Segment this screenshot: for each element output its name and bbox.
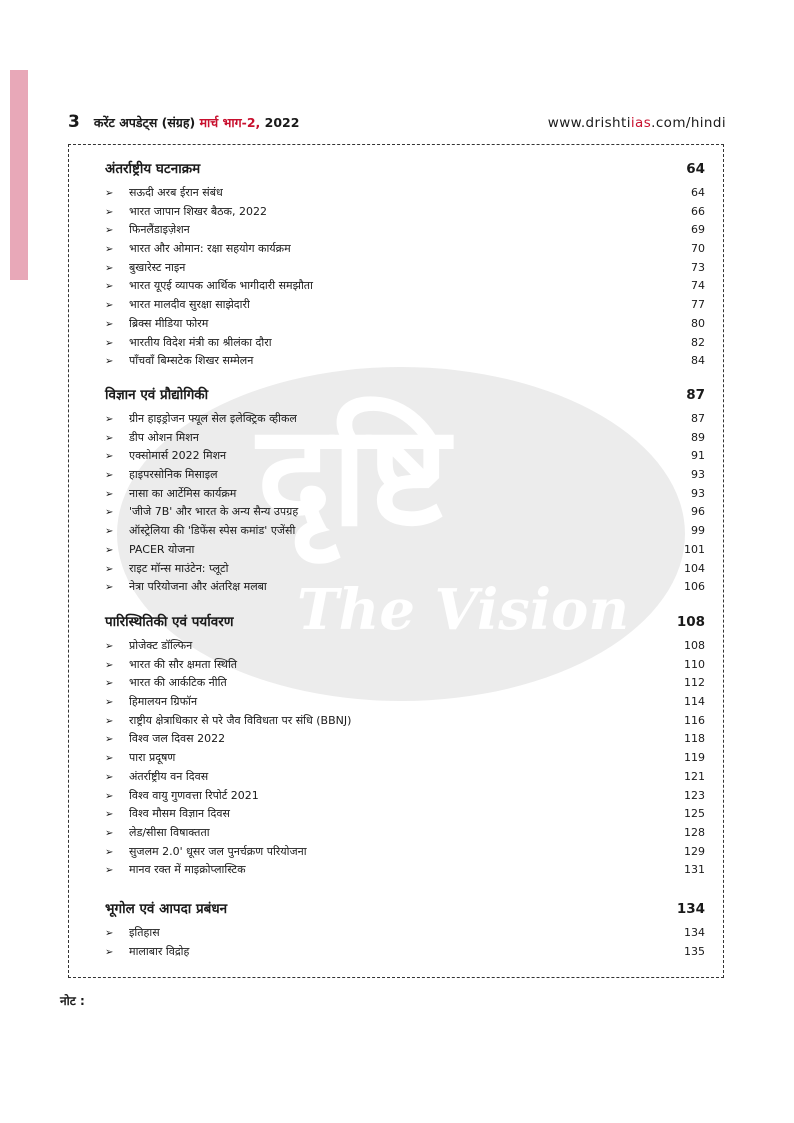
toc-section <box>105 899 705 962</box>
toc-item[interactable] <box>105 523 705 542</box>
toc-item-page: 131 <box>684 863 705 877</box>
toc-item-page: 118 <box>684 732 705 746</box>
arrow-bullet-icon: ➢ <box>105 734 114 746</box>
section-heading[interactable] <box>105 899 705 925</box>
toc-item-page: 80 <box>691 316 705 330</box>
toc-item-title: ऑस्ट्रेलिया की 'डिफेंस स्पेस कमांड' एजेंसी <box>129 524 296 538</box>
toc-item-page: 129 <box>684 844 705 858</box>
arrow-bullet-icon: ➢ <box>105 526 114 538</box>
toc-item[interactable] <box>105 713 705 732</box>
arrow-bullet-icon: ➢ <box>105 946 114 958</box>
section-page: 87 <box>686 387 705 403</box>
toc-item-page: 84 <box>691 354 705 368</box>
toc-item-title: नासा का आर्टेमिस कार्यक्रम <box>129 486 237 500</box>
arrow-bullet-icon: ➢ <box>105 262 114 274</box>
toc-item[interactable] <box>105 694 705 713</box>
toc-item-title: हाइपरसोनिक मिसाइल <box>129 468 218 482</box>
title-highlight: मार्च भाग-2, <box>199 115 261 130</box>
publication-title <box>94 114 300 131</box>
toc-item-page: 116 <box>684 713 705 727</box>
toc-item-page: 91 <box>691 449 705 463</box>
toc-item-page: 64 <box>691 186 705 199</box>
toc-item-title: ग्रीन हाइड्रोजन फ्यूल सेल इलेक्ट्रिक व्हीकल <box>129 412 297 425</box>
toc-item[interactable] <box>105 185 705 204</box>
toc-item-title: भारतीय विदेश मंत्री का श्रीलंका दौरा <box>129 335 272 349</box>
toc-item[interactable] <box>105 204 705 223</box>
toc-item-title: भारत जापान शिखर बैठक, 2022 <box>129 204 267 218</box>
toc-item[interactable] <box>105 638 705 657</box>
arrow-bullet-icon: ➢ <box>105 206 114 218</box>
toc-item-title: विश्व मौसम विज्ञान दिवस <box>129 807 230 821</box>
toc-item[interactable] <box>105 222 705 241</box>
arrow-bullet-icon: ➢ <box>105 865 114 877</box>
note-label: नोट : <box>60 994 85 1008</box>
arrow-bullet-icon: ➢ <box>105 356 114 368</box>
section-page: 108 <box>676 614 705 630</box>
toc-item[interactable] <box>105 430 705 449</box>
toc-item[interactable] <box>105 657 705 676</box>
toc-item-page: 135 <box>684 944 705 958</box>
toc-section <box>105 612 705 881</box>
website-prefix: www.drishti <box>547 115 631 131</box>
toc-item[interactable] <box>105 769 705 788</box>
toc-item[interactable] <box>105 788 705 807</box>
section-title: अंतर्राष्ट्रीय घटनाक्रम <box>105 161 201 177</box>
arrow-bullet-icon: ➢ <box>105 451 114 463</box>
section-heading[interactable] <box>105 385 705 411</box>
arrow-bullet-icon: ➢ <box>105 300 114 312</box>
toc-item-page: 77 <box>691 298 705 312</box>
toc-item[interactable] <box>105 944 705 963</box>
toc-item-title: भारत और ओमान: रक्षा सहयोग कार्यक्रम <box>129 242 291 256</box>
toc-item-title: भारत यूएई व्यापक आर्थिक भागीदारी समझौता <box>129 279 313 293</box>
toc-item[interactable] <box>105 260 705 279</box>
section-page: 64 <box>686 161 705 177</box>
toc-item[interactable] <box>105 844 705 863</box>
toc-item-page: 110 <box>684 657 705 671</box>
toc-item[interactable] <box>105 486 705 505</box>
toc-item-title: प्रोजेक्ट डॉल्फिन <box>129 639 193 652</box>
toc-item-page: 96 <box>691 505 705 519</box>
toc-item[interactable] <box>105 579 705 598</box>
arrow-bullet-icon: ➢ <box>105 188 114 199</box>
toc-item-title: डीप ओशन मिशन <box>129 430 199 444</box>
toc-item[interactable] <box>105 241 705 260</box>
arrow-bullet-icon: ➢ <box>105 771 114 783</box>
toc-item[interactable] <box>105 750 705 769</box>
toc-item-page: 73 <box>691 260 705 274</box>
toc-item-page: 89 <box>691 430 705 444</box>
toc-item-page: 134 <box>684 926 705 939</box>
toc-item-page: 119 <box>684 751 705 765</box>
page-number: 3 <box>68 112 80 132</box>
toc-item-title: इतिहास <box>129 926 160 939</box>
arrow-bullet-icon: ➢ <box>105 790 114 802</box>
title-year: 2022 <box>264 115 300 130</box>
website-url[interactable] <box>548 115 726 131</box>
toc-item[interactable] <box>105 925 705 944</box>
toc-item-title: राइट मॉन्स माउंटेन: प्लूटो <box>129 561 229 575</box>
arrow-bullet-icon: ➢ <box>105 809 114 821</box>
arrow-bullet-icon: ➢ <box>105 414 114 425</box>
toc-item-page: 128 <box>684 825 705 839</box>
website-suffix: .com/hindi <box>651 115 726 131</box>
website-highlight: ias <box>630 115 652 131</box>
toc-item-page: 101 <box>684 542 705 556</box>
toc-item-title: हिमालयन ग्रिफॉन <box>129 695 198 709</box>
toc-item-title: सऊदी अरब ईरान संबंध <box>129 186 223 199</box>
toc-item[interactable] <box>105 448 705 467</box>
toc-item[interactable] <box>105 542 705 561</box>
toc-item-page: 87 <box>691 412 705 425</box>
toc-item-title: नेत्रा परियोजना और अंतरिक्ष मलबा <box>129 580 267 594</box>
arrow-bullet-icon: ➢ <box>105 715 114 727</box>
arrow-bullet-icon: ➢ <box>105 337 114 349</box>
toc-item[interactable] <box>105 862 705 881</box>
arrow-bullet-icon: ➢ <box>105 678 114 690</box>
toc-item[interactable] <box>105 467 705 486</box>
section-title: पारिस्थितिकी एवं पर्यावरण <box>105 614 234 630</box>
arrow-bullet-icon: ➢ <box>105 753 114 765</box>
arrow-bullet-icon: ➢ <box>105 281 114 293</box>
toc-item[interactable] <box>105 316 705 335</box>
toc-item-page: 121 <box>684 769 705 783</box>
arrow-bullet-icon: ➢ <box>105 846 114 858</box>
toc-item-page: 108 <box>684 639 705 652</box>
page-header <box>68 112 726 134</box>
section-page: 134 <box>676 901 705 917</box>
toc-item[interactable] <box>105 278 705 297</box>
arrow-bullet-icon: ➢ <box>105 507 114 519</box>
toc-item-page: 112 <box>684 676 705 690</box>
toc-item[interactable] <box>105 353 705 372</box>
arrow-bullet-icon: ➢ <box>105 544 114 556</box>
toc-item[interactable] <box>105 825 705 844</box>
toc-item[interactable] <box>105 561 705 580</box>
section-title: भूगोल एवं आपदा प्रबंधन <box>105 901 228 917</box>
title-prefix: करेंट अपडेट्स (संग्रह) <box>93 115 196 130</box>
watermark-devanagari: दृष्टि <box>257 395 450 558</box>
toc-item-page: 125 <box>684 807 705 821</box>
arrow-bullet-icon: ➢ <box>105 225 114 237</box>
toc-item-page: 106 <box>684 580 705 594</box>
toc-item-page: 69 <box>691 223 705 237</box>
arrow-bullet-icon: ➢ <box>105 582 114 594</box>
toc-item[interactable] <box>105 731 705 750</box>
toc-item-title: मालाबार विद्रोह <box>129 944 190 958</box>
toc-section <box>105 159 705 372</box>
toc-item-page: 93 <box>691 468 705 482</box>
toc-item[interactable] <box>105 806 705 825</box>
arrow-bullet-icon: ➢ <box>105 470 114 482</box>
section-heading[interactable] <box>105 612 705 638</box>
toc-item-title: राष्ट्रीय क्षेत्राधिकार से परे जैव विविधता पर संधि (BBNJ) <box>129 713 352 727</box>
arrow-bullet-icon: ➢ <box>105 928 114 939</box>
toc-item-page: 93 <box>691 486 705 500</box>
toc-item-title: अंतर्राष्ट्रीय वन दिवस <box>129 769 209 783</box>
toc-item-page: 99 <box>691 524 705 538</box>
toc-item-page: 82 <box>691 335 705 349</box>
header-left <box>68 112 299 132</box>
toc-item-page: 123 <box>684 788 705 802</box>
toc-item-title: भारत की सौर क्षमता स्थिति <box>129 657 238 671</box>
toc-item[interactable] <box>105 297 705 316</box>
arrow-bullet-icon: ➢ <box>105 488 114 500</box>
toc-item-title: लेड/सीसा विषाक्तता <box>129 825 210 839</box>
arrow-bullet-icon: ➢ <box>105 827 114 839</box>
toc-item-title: भारत मालदीव सुरक्षा साझेदारी <box>129 298 250 312</box>
arrow-bullet-icon: ➢ <box>105 563 114 575</box>
watermark-text: The Vision <box>297 577 630 643</box>
table-of-contents <box>68 144 724 978</box>
toc-item-page: 74 <box>691 279 705 293</box>
arrow-bullet-icon: ➢ <box>105 432 114 444</box>
toc-item-title: पारा प्रदूषण <box>129 751 176 765</box>
arrow-bullet-icon: ➢ <box>105 641 114 652</box>
toc-item-title: सुजलम 2.0' धूसर जल पुनर्चक्रण परियोजना <box>129 844 307 858</box>
section-heading[interactable] <box>105 159 705 185</box>
toc-item-title: भारत की आर्कटिक नीति <box>129 676 227 690</box>
toc-section <box>105 385 705 598</box>
toc-item-page: 66 <box>691 204 705 218</box>
toc-item-title: 'जीजे 7B' और भारत के अन्य सैन्य उपग्रह <box>129 505 299 519</box>
toc-item-title: मानव रक्त में माइक्रोप्लास्टिक <box>129 863 246 877</box>
toc-item-page: 70 <box>691 242 705 256</box>
toc-item-title: फिनलैंडाइज़ेशन <box>129 223 190 237</box>
arrow-bullet-icon: ➢ <box>105 318 114 330</box>
toc-item-title: पाँचवाँ बिम्सटेक शिखर सम्मेलन <box>129 354 254 368</box>
arrow-bullet-icon: ➢ <box>105 244 114 256</box>
toc-item-title: विश्व जल दिवस 2022 <box>129 732 226 746</box>
toc-item-title: ब्रिक्स मीडिया फोरम <box>129 316 209 330</box>
toc-item-title: विश्व वायु गुणवत्ता रिपोर्ट 2021 <box>129 788 259 802</box>
toc-item[interactable] <box>105 411 705 430</box>
section-title: विज्ञान एवं प्रौद्योगिकी <box>105 387 209 403</box>
toc-item-title: एक्सोमार्स 2022 मिशन <box>129 449 227 463</box>
toc-item[interactable] <box>105 675 705 694</box>
toc-item-page: 114 <box>684 695 705 709</box>
side-tab-marker <box>10 70 28 280</box>
toc-item-page: 104 <box>684 561 705 575</box>
toc-item-title: बुखारेस्ट नाइन <box>129 260 186 274</box>
arrow-bullet-icon: ➢ <box>105 659 114 671</box>
toc-item[interactable] <box>105 335 705 354</box>
toc-item-title: PACER योजना <box>129 542 195 556</box>
arrow-bullet-icon: ➢ <box>105 697 114 709</box>
toc-item[interactable] <box>105 504 705 523</box>
